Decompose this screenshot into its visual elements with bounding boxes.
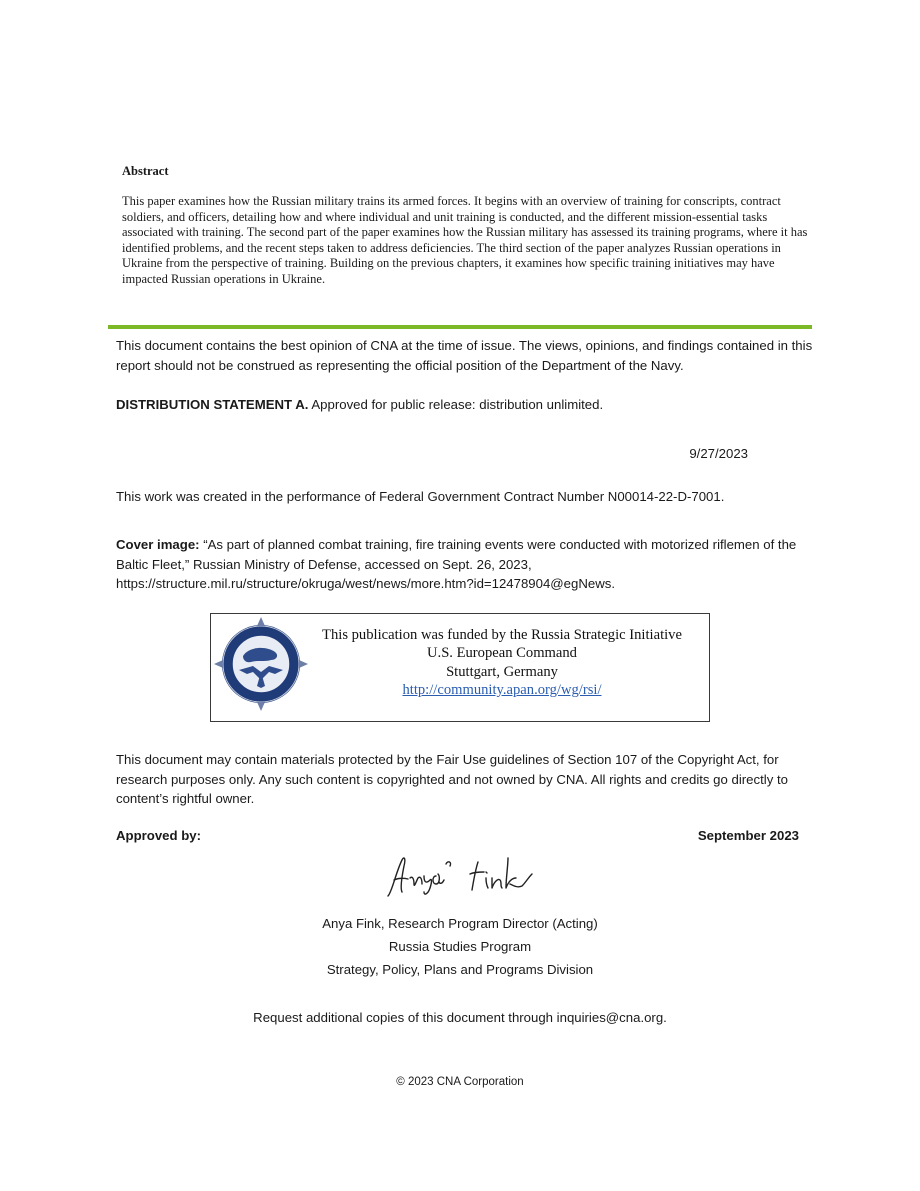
funding-line-3: Stuttgart, Germany bbox=[446, 663, 558, 680]
signer-program: Russia Studies Program bbox=[388, 939, 532, 954]
signer-block bbox=[160, 912, 760, 981]
abstract-heading: Abstract bbox=[122, 164, 169, 178]
handwritten-signature bbox=[382, 852, 542, 902]
funding-notice-text bbox=[307, 626, 697, 699]
abstract-section bbox=[122, 163, 808, 288]
cover-image-credit bbox=[116, 535, 816, 594]
copyright-notice: © 2023 CNA Corporation bbox=[396, 1076, 524, 1088]
distribution-label: DISTRIBUTION STATEMENT A. bbox=[116, 397, 309, 412]
approval-date: September 2023 bbox=[697, 828, 799, 843]
funding-line-2: U.S. European Command bbox=[427, 645, 577, 662]
request-copies: Request additional copies of this document through inquiries@cna.org. bbox=[253, 1010, 667, 1025]
distribution-text: Approved for public release: distribution unlimited. bbox=[308, 397, 604, 412]
abstract-body: This paper examines how the Russian military trains its armed forces. It begins with an overview of training for conscripts, contract soldiers, and officers, detailing how and where individual and unit training is conducted, and the different mission-essential tasks associated with training. The second part of the paper examines how the Russian military has assessed its training programs, where it has identified problems, and the recent steps taken to address deficiencies. The third section of the paper analyzes Russian operations in Ukraine from the perspective of training. Building on the previous chapters, it examines how specific training initiatives may have impacted Russian operations in Ukraine. bbox=[122, 194, 808, 286]
funding-line-1: This publication was funded by the Russia Strategic Initiative bbox=[322, 627, 682, 643]
approved-by-label: Approved by: bbox=[116, 828, 201, 843]
disclaimer: This document contains the best opinion of CNA at the time of issue. The views, opinions, and findings contained in this report should not be construed as representing the official position of the Department of the Navy. bbox=[116, 338, 813, 373]
contract-statement: This work was created in the performance of Federal Government Contract Number N00014-22-D-7001. bbox=[116, 489, 725, 504]
cover-text: “As part of planned combat training, fire training events were conducted with motorized riflemen of the Baltic Fleet,” Russian Ministry of Defense, accessed on Sept. 26, 2023, https://structure.mil.ru/structure/okruga/west/news/more.htm?id=12478904@egNews. bbox=[116, 537, 797, 591]
cover-label: Cover image: bbox=[116, 537, 200, 552]
signer-division: Strategy, Policy, Plans and Programs Division bbox=[326, 962, 594, 977]
signer-name-title: Anya Fink, Research Program Director (Acting) bbox=[322, 916, 598, 931]
distribution-statement bbox=[116, 395, 816, 415]
issue-date: 9/27/2023 bbox=[689, 446, 748, 461]
green-divider bbox=[108, 325, 812, 329]
rsi-link[interactable]: http://community.apan.org/wg/rsi/ bbox=[402, 681, 602, 698]
funding-notice-box bbox=[210, 613, 710, 722]
russia-strategic-initiative-seal-icon bbox=[213, 616, 309, 712]
fair-use-notice: This document may contain materials protected by the Fair Use guidelines of Section 107 of the Copyright Act, for research purposes only. Any such content is copyrighted and not owned by CNA. All rights and credits go directly to content’s rightful owner. bbox=[116, 752, 788, 806]
